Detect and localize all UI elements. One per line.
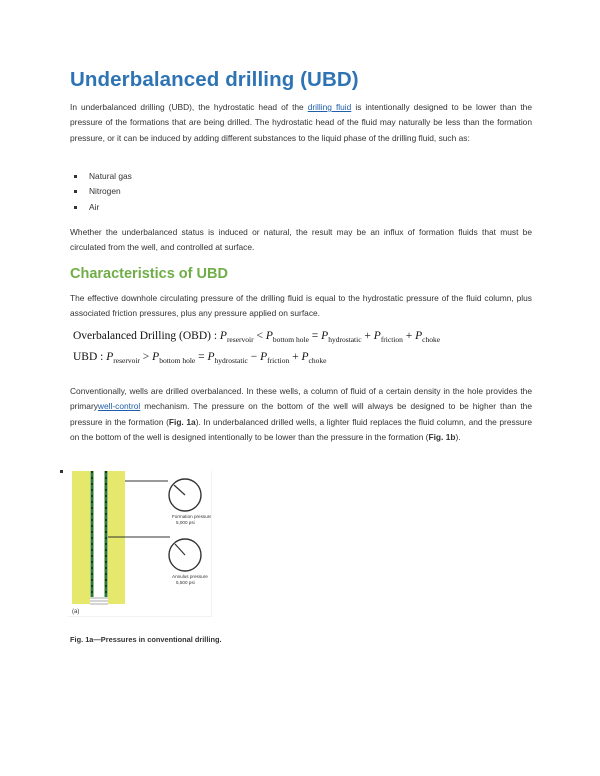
bullet-icon	[74, 175, 77, 178]
eq-operator: <	[253, 330, 266, 342]
eq-subscript: friction	[267, 356, 290, 365]
equation-obd	[73, 330, 440, 344]
page-title: Underbalanced drilling (UBD)	[70, 68, 359, 91]
well-control-link[interactable]: well-control	[97, 401, 141, 412]
eq-symbol: P	[219, 330, 227, 342]
conventional-drilling-paragraph	[70, 384, 532, 445]
equation-ubd	[73, 351, 326, 365]
fig1b-reference: Fig. 1b	[428, 431, 456, 442]
section-heading: Characteristics of UBD	[70, 266, 228, 282]
eq-label: UBD :	[73, 351, 107, 363]
circulating-pressure-paragraph: The effective downhole circulating pressure of the drilling fluid is equal to the hydrostatic pressure of the fluid column, plus associated friction pressures, plus any pressure applied on surface.	[70, 293, 532, 319]
eq-symbol: P	[321, 330, 329, 342]
figure-bullet-icon	[60, 470, 63, 473]
eq-operator: +	[289, 351, 302, 363]
para4-text-3: ). In underbalanced drilled wells, a lighter fluid replaces the fluid column, and the pressure on the bottom of the well is designed intentionally to be lower than the pressure in the formation (	[70, 416, 532, 442]
figure-1a	[68, 471, 212, 617]
intro-text-2: is intentionally designed to be lower than the pressure of the formations that are being drilled. The hydrostatic head of the fluid may naturally be less than the formation pressure, or it can be induced by adding different substances to the liquid phase of the drilling fluid, such as:	[70, 102, 532, 143]
eq-symbol: P	[301, 351, 309, 363]
para4-text-1: Conventionally, wells are drilled overbalanced. In these wells, a column of fluid of a certain density in the hole provides the primary	[70, 386, 532, 412]
eq-operator: +	[402, 330, 416, 342]
list-item-text: Air	[89, 201, 100, 212]
formation-pressure-value: 5,000 psi	[176, 520, 195, 525]
eq-label: Overbalanced Drilling (OBD) :	[73, 330, 220, 342]
intro-text-1: In underbalanced drilling (UBD), the hydrostatic head of the	[70, 102, 308, 112]
eq-symbol: P	[260, 351, 268, 363]
eq-symbol: P	[265, 330, 273, 342]
eq-symbol: P	[207, 351, 215, 363]
eq-symbol: P	[373, 330, 381, 342]
list-item	[74, 200, 132, 215]
eq-symbol: P	[152, 351, 160, 363]
list-item	[74, 169, 132, 184]
underbalanced-status-paragraph: Whether the underbalanced status is induced or natural, the result may be an influx of formation fluids that must be circulated from the well, and controlled at surface.	[70, 227, 532, 253]
eq-subscript: choke	[308, 356, 327, 365]
eq-subscript: bottom hole	[272, 335, 309, 344]
eq-operator: +	[361, 330, 374, 342]
eq-subscript: reservoir	[113, 356, 140, 365]
eq-operator: =	[195, 351, 208, 363]
annulus-pressure-label: Annulus pressure	[172, 574, 208, 579]
eq-subscript: hydrostatic	[214, 356, 248, 365]
eq-subscript: reservoir	[226, 335, 254, 344]
annulus-pressure-value: 5,500 psi	[176, 580, 195, 585]
eq-subscript: bottom hole	[159, 356, 196, 365]
eq-subscript: choke	[422, 335, 441, 344]
intro-paragraph	[70, 100, 532, 146]
panel-label: (a)	[72, 609, 80, 615]
eq-subscript: hydrostatic	[328, 335, 362, 344]
eq-operator: =	[308, 330, 322, 342]
well-pressure-diagram	[68, 471, 211, 616]
para4-text-2: mechanism. The pressure on the bottom of the well will always be designed to be higher than the pressure in the formation (	[70, 401, 532, 427]
bullet-icon	[74, 206, 77, 209]
drilling-fluid-link[interactable]: drilling fluid	[307, 102, 352, 112]
list-item-text: Natural gas	[89, 171, 132, 181]
para4-text-4: ).	[455, 431, 461, 442]
fig1a-reference: Fig. 1a	[168, 416, 196, 427]
figure-caption: Fig. 1a—Pressures in conventional drilling.	[70, 635, 222, 644]
list-item	[74, 184, 132, 199]
eq-symbol: P	[415, 330, 423, 342]
eq-operator: −	[247, 351, 261, 363]
eq-symbol: P	[106, 351, 114, 363]
list-item-text: Nitrogen	[89, 186, 121, 197]
formation-pressure-label: Formation pressure	[172, 514, 211, 519]
bullet-icon	[74, 190, 77, 193]
eq-operator: >	[139, 351, 153, 363]
eq-subscript: friction	[380, 335, 403, 344]
additive-list	[74, 169, 132, 215]
